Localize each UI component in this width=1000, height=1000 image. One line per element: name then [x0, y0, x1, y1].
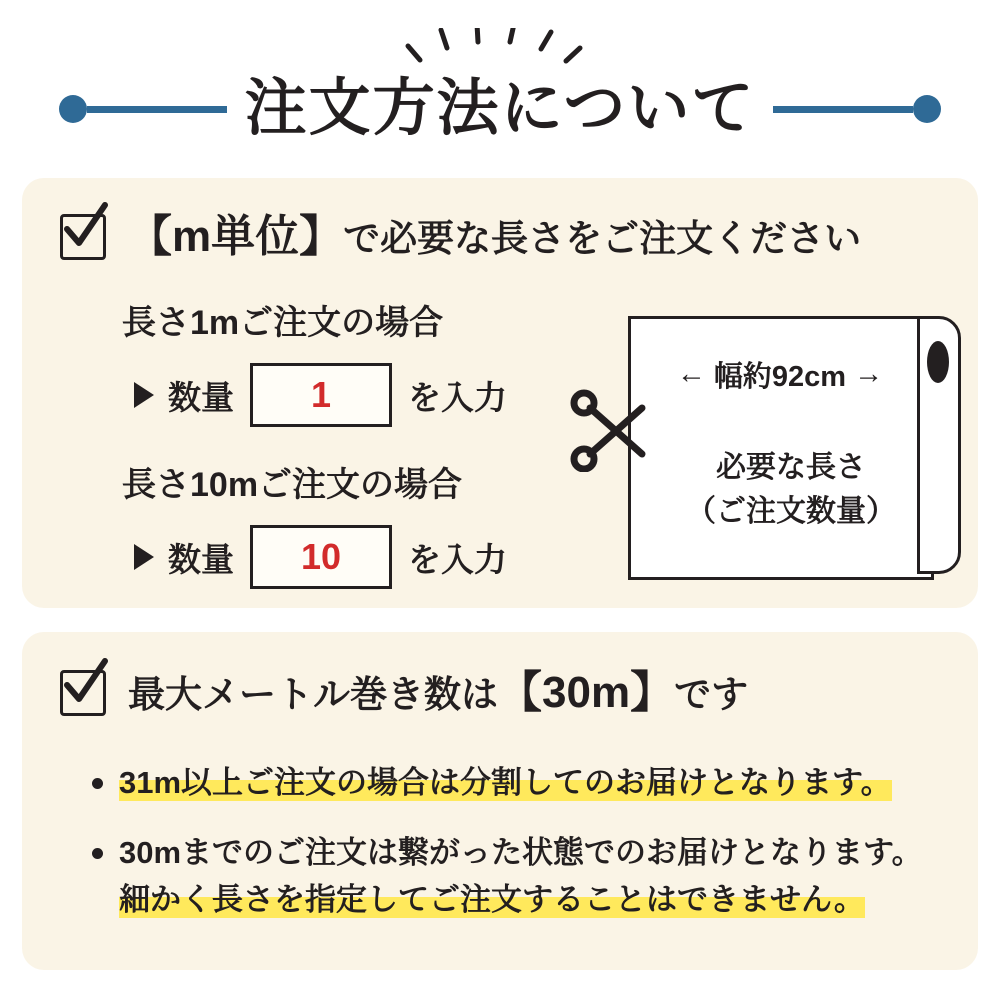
page-header — [0, 0, 1000, 170]
order-method-heading — [60, 214, 861, 260]
bullet-text-2-line2: 細かく長さを指定してご注文することはできません。 — [119, 881, 865, 917]
title-rule-right — [773, 106, 913, 113]
max-heading-strong: 【30m】 — [498, 668, 675, 717]
order-method-panel — [22, 178, 978, 608]
scissors-icon — [570, 388, 654, 472]
arrow-right-icon: → — [854, 358, 884, 390]
qty-row-10m — [134, 525, 507, 589]
bullet-dot-icon — [92, 848, 103, 859]
bullet-text-2-line1: 30mまでのご注文は繋がった状態でのお届けとなります。 — [119, 835, 923, 870]
qty-input-10m[interactable]: 10 — [250, 525, 392, 589]
checkbox-icon — [60, 670, 106, 716]
bullet-item-1 — [92, 760, 892, 807]
triangle-bullet-icon — [134, 382, 154, 408]
order-method-heading-rest: で必要な長さをご注文ください — [343, 218, 862, 259]
qty-input-1m[interactable]: 1 — [250, 363, 392, 427]
roll-caption — [656, 446, 926, 533]
order-method-heading-strong: 【m単位】 — [128, 212, 344, 261]
bullet-text-2 — [119, 830, 923, 923]
qty-suffix-10m: を入力 — [408, 540, 507, 578]
title-rule-left — [87, 106, 227, 113]
roll-core-icon — [927, 341, 949, 383]
bullet-text-1-line: 31m以上ご注文の場合は分割してのお届けとなります。 — [119, 765, 892, 800]
qty-word-1m: 数量 — [168, 378, 234, 416]
case-label-1m: 長さ1mご注文の場合 — [122, 304, 444, 342]
qty-row-1m — [134, 363, 507, 427]
roll-width-label — [642, 354, 918, 395]
case-label-10m: 長さ10mご注文の場合 — [122, 466, 463, 504]
bullet-dot-icon — [92, 778, 103, 789]
qty-suffix-1m: を入力 — [408, 378, 507, 416]
roll-caption-line2: （ご注文数量） — [686, 494, 896, 528]
sparkle-decoration-icon — [0, 28, 1000, 78]
roll-width-text: 幅約92cm — [713, 361, 847, 393]
order-method-heading-text — [128, 212, 862, 261]
bullet-text-1 — [119, 760, 892, 807]
checkbox-icon — [60, 214, 106, 260]
max-heading-part2: です — [674, 674, 749, 715]
max-length-panel — [22, 632, 978, 970]
page-title: 注文方法について — [244, 74, 756, 143]
bullet-item-2 — [92, 830, 923, 923]
title-dot-left — [59, 95, 87, 123]
max-length-heading — [60, 670, 748, 716]
max-length-heading-text — [128, 668, 749, 717]
qty-word-10m: 数量 — [168, 540, 234, 578]
triangle-bullet-icon — [134, 544, 154, 570]
roll-illustration — [570, 296, 960, 591]
arrow-left-icon: ← — [676, 358, 706, 390]
max-heading-part1: 最大メートル巻き数は — [128, 674, 498, 715]
roll-caption-line1: 必要な長さ — [716, 451, 866, 484]
title-row — [0, 74, 1000, 143]
check-mark-icon — [59, 201, 111, 253]
title-dot-right — [913, 95, 941, 123]
check-mark-icon — [59, 657, 111, 709]
